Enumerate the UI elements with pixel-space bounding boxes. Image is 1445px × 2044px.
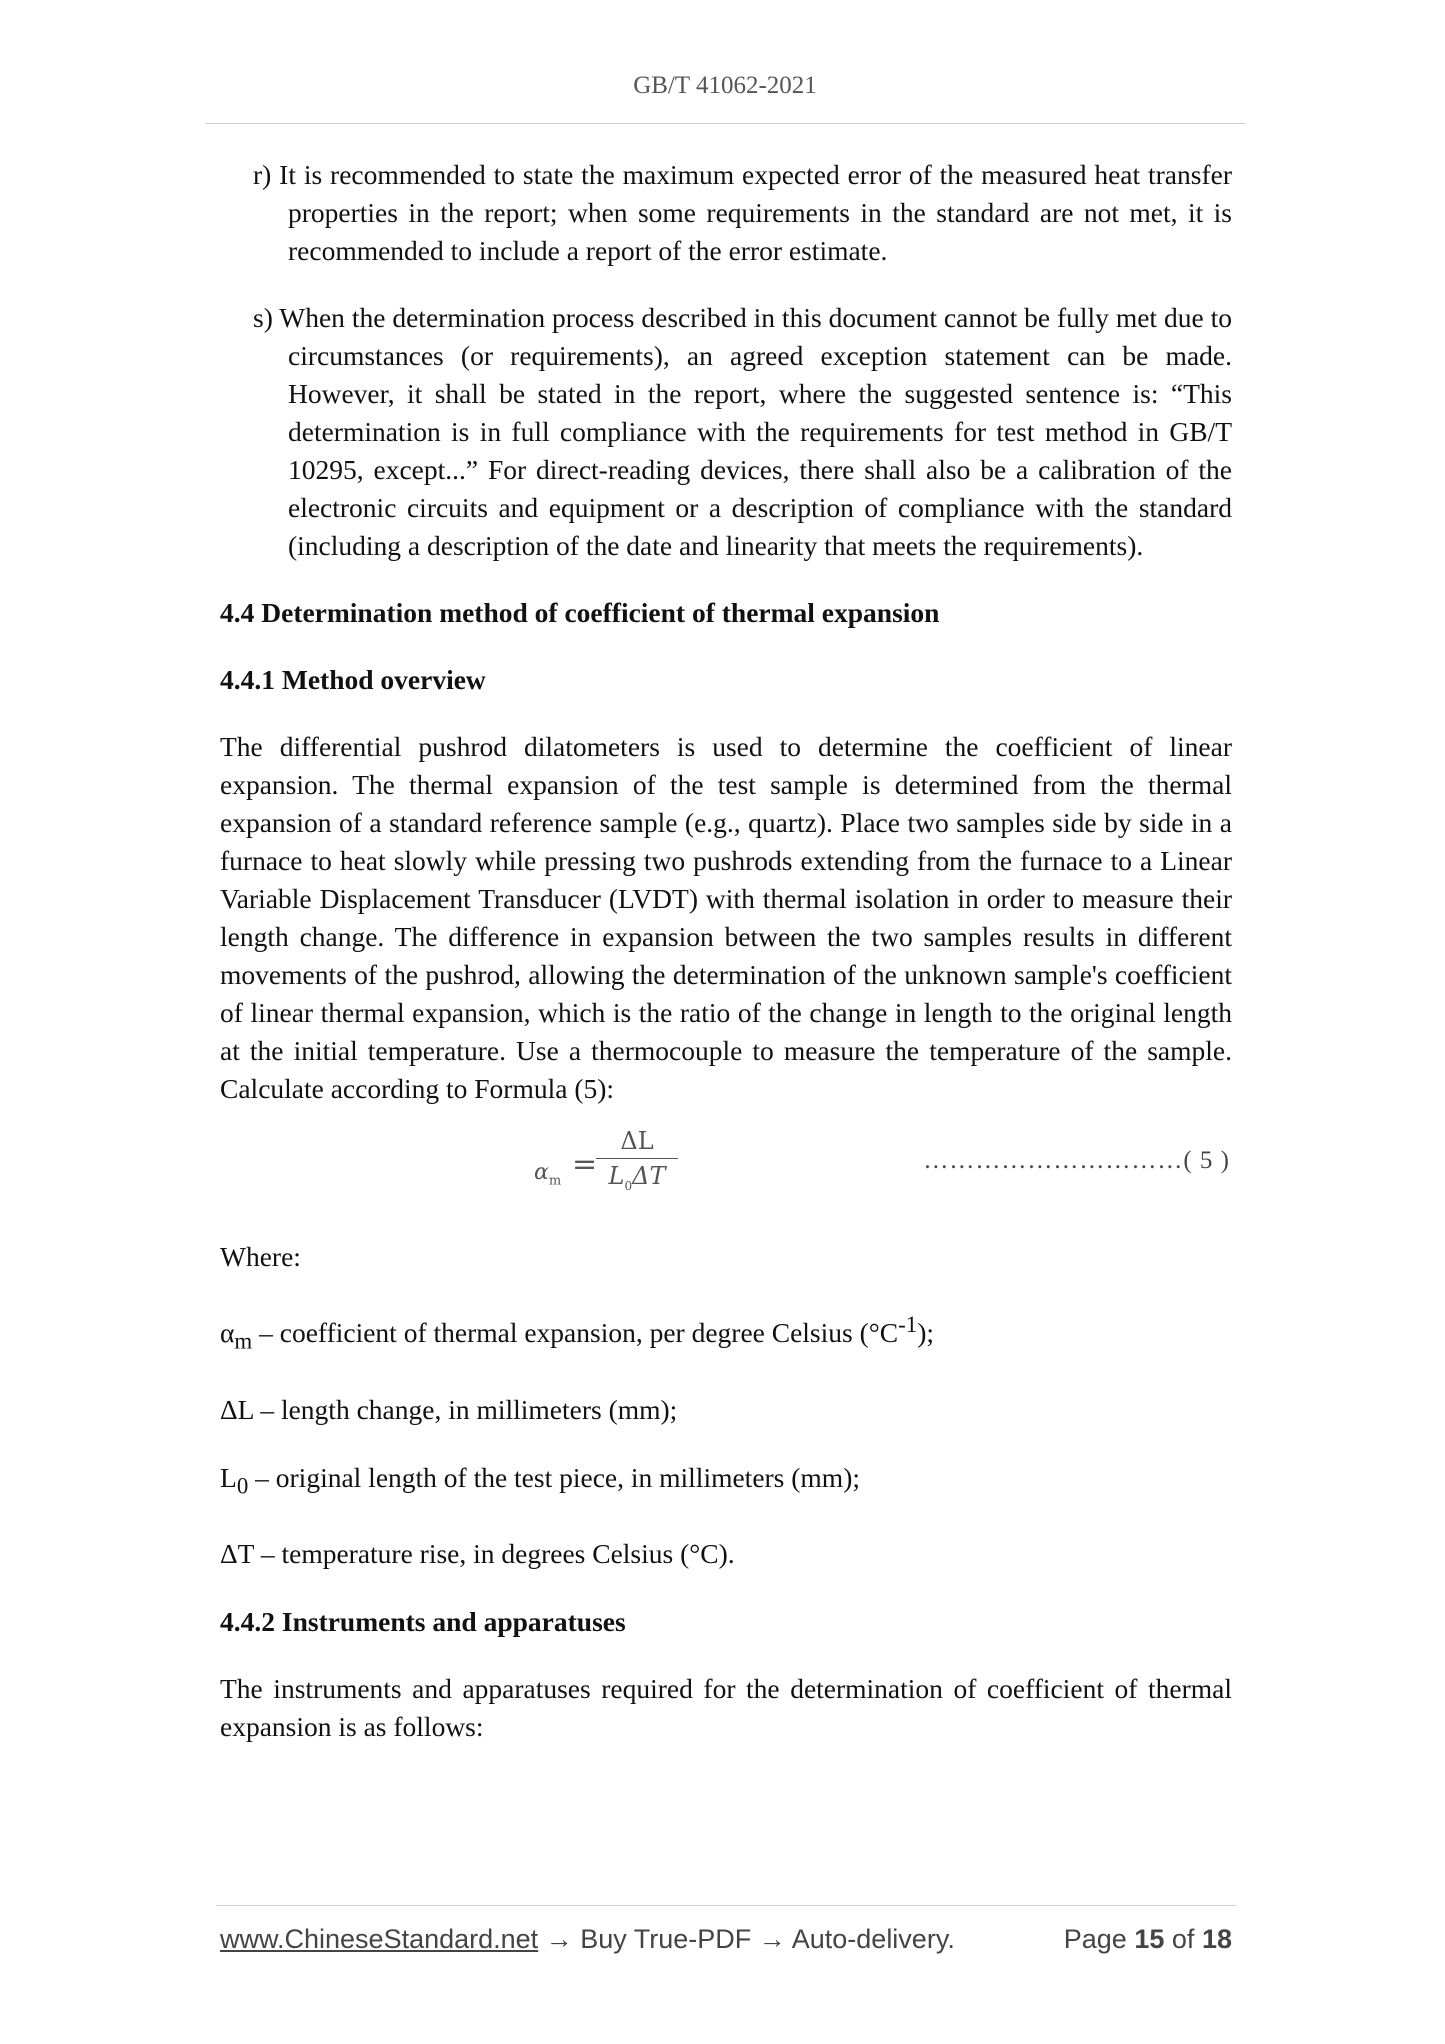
document-body	[220, 156, 1232, 1746]
method-overview-paragraph: The differential pushrod dilatometers is used to determine the coefficient of linear expansion. The thermal expansion of the test sample is determined from the thermal expansion of a standard reference sample (e.g., quartz). Place two samples side by side in a furnace to heat slowly while pressing two pushrods extending from the furnace to a Linear Variable Displacement Transducer (LVDT) with thermal isolation in order to measure their length change. The difference in expansion between the two samples results in different movements of the pushrod, allowing the determination of the unknown sample's coefficient of linear thermal expansion, which is the ratio of the change in length to the original length at the initial temperature. Use a thermocouple to measure the temperature of the sample. Calculate according to Formula (5):	[220, 731, 1232, 1104]
section-heading-4-4-1: 4.4.1 Method overview	[220, 664, 486, 695]
definition-delta-l: ΔL – length change, in millimeters (mm);	[220, 1393, 678, 1425]
definition-delta-t: ΔT – temperature rise, in degrees Celsius (°C).	[220, 1538, 735, 1570]
where-label: Where:	[220, 1241, 301, 1272]
instruments-paragraph: The instruments and apparatuses required for the determination of coefficient of thermal expansion is as follows:	[220, 1673, 1232, 1743]
definition-alpha: $\alpha_m$ – coefficient of thermal expansion, per degree Celsius $(^\circ C^{-1})$;	[220, 1312, 934, 1354]
footer-divider	[216, 1905, 1236, 1906]
formula-reference-number: …………………………( 5 )	[923, 1147, 1230, 1174]
list-item-s: s) When the determination process described in this document cannot be fully met due to circumstances (or requirements), an agreed exception statement can be made. However, it shall be stated in the report, where the suggested sentence is: “This determination is in full compliance with the requirements for test method in GB/T 10295, except...” For direct-reading devices, there shall also be a calibration of the electronic circuits and equipment or a description of compliance with the standard (including a description of the date and linearity that meets the requirements).	[253, 302, 1232, 561]
page-indicator: Page 15 of 18	[1063, 1924, 1232, 1954]
formula-denominator: $L_0\Delta T$	[608, 1162, 666, 1193]
page-header: GB/T 41062-2021	[633, 72, 817, 99]
list-item-r: r) It is recommended to state the maximum expected error of the measured heat transfer properties in the report; when some requirements in the standard are not met, it is recommended to include a report of the error estimate.	[253, 159, 1232, 266]
footer-promo-text: → Buy True-PDF → Auto-delivery.	[538, 1924, 955, 1954]
page-total: 18	[1201, 1924, 1232, 1954]
header-divider	[205, 123, 1245, 124]
formula-fraction	[596, 1126, 678, 1201]
formula-numerator: ΔL	[620, 1127, 654, 1155]
definitions-list	[220, 1238, 1232, 1573]
page-footer	[220, 1924, 1232, 1955]
section-heading-4-4-2: 4.4.2 Instruments and apparatuses	[220, 1606, 626, 1638]
formula-5	[220, 1126, 1232, 1202]
definition-l0: $L_0$ – original length of the test piece, in millimeters (mm);	[220, 1461, 860, 1499]
formula-lhs: $\alpha_m$	[534, 1160, 562, 1189]
formula-equals: =	[572, 1147, 598, 1182]
page-number: 15	[1134, 1924, 1165, 1954]
fraction-bar	[596, 1158, 678, 1159]
website-link[interactable]: www.ChineseStandard.net	[220, 1924, 539, 1954]
section-heading-4-4: 4.4 Determination method of coefficient of thermal expansion	[220, 597, 940, 628]
